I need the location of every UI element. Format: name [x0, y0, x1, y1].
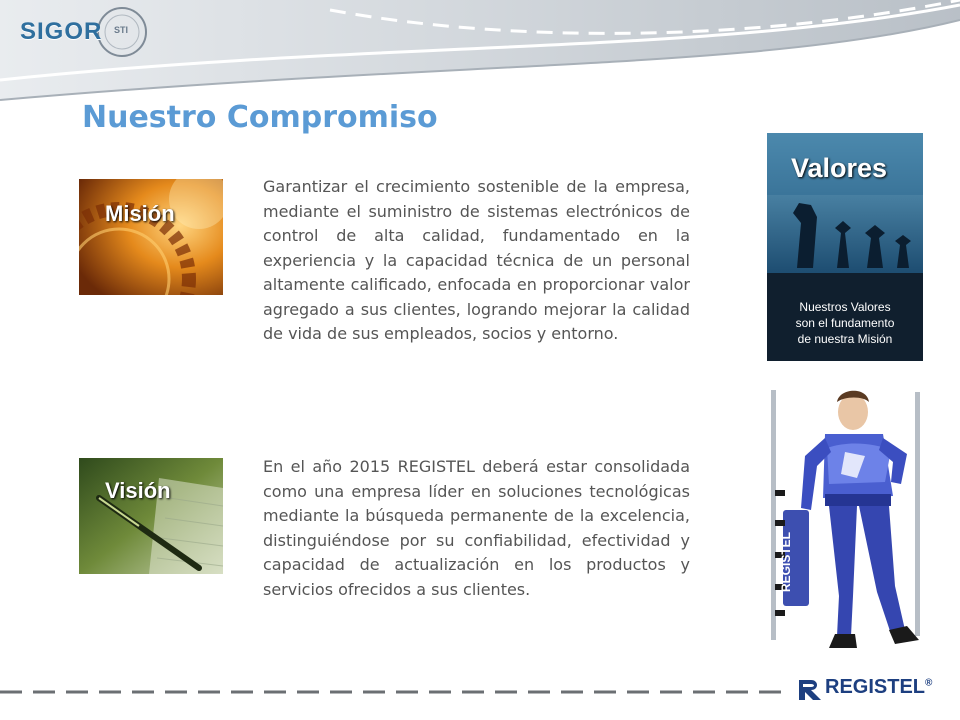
page-title: Nuestro Compromiso: [82, 100, 438, 135]
footer-dashed-line: [0, 688, 790, 696]
header-banner: [0, 0, 960, 110]
valores-caption: [767, 299, 923, 347]
gear-icon: [79, 179, 223, 295]
registel-logo-icon: [797, 678, 825, 702]
valores-caption-line: de nuestra Misión: [797, 332, 893, 346]
brand-name: [825, 676, 932, 699]
vision-text: En el año 2015 REGISTEL deberá estar consolidada como una empresa líder en soluciones tecnológicas mediante la búsqueda permanente de la excelencia, distinguiéndose por su confiabilidad, efectividad y capacidad de actualización en los productos y servicios ofrecidos a sus clientes.: [263, 457, 690, 599]
valores-title: Valores: [791, 153, 888, 183]
logo-text: SIGOR: [20, 18, 103, 45]
registered-mark: ®: [925, 677, 933, 689]
valores-caption-line: son el fundamento: [795, 316, 895, 330]
registel-mascot: [765, 386, 925, 656]
registel-logo: [797, 676, 937, 700]
mascot-figure-icon: [765, 386, 925, 656]
sigor-logo: [16, 6, 156, 60]
valores-caption-line: Nuestros Valores: [799, 300, 891, 314]
mision-image: [79, 179, 223, 295]
mision-label: Misión: [105, 201, 175, 226]
brand-name-text: REGISTEL: [825, 676, 926, 698]
mascot-pole-text: REGISTEL: [779, 531, 793, 592]
vision-label: Visión: [105, 478, 171, 503]
valores-poster: [767, 133, 923, 361]
logo-suffix: STI: [114, 25, 129, 35]
mision-text: Garantizar el crecimiento sostenible de la empresa, mediante el suministro de sistemas electrónicos de control de alta calidad, fundamentado en la experiencia y la capacidad técnica de un personal altamente calificado, enfocada en proporcionar valor agregado a sus clientes, logrando mejorar la calidad de vida de sus empleados, socios y entorno.: [263, 177, 690, 343]
vision-image: [79, 458, 223, 574]
pen-icon: [79, 458, 223, 574]
